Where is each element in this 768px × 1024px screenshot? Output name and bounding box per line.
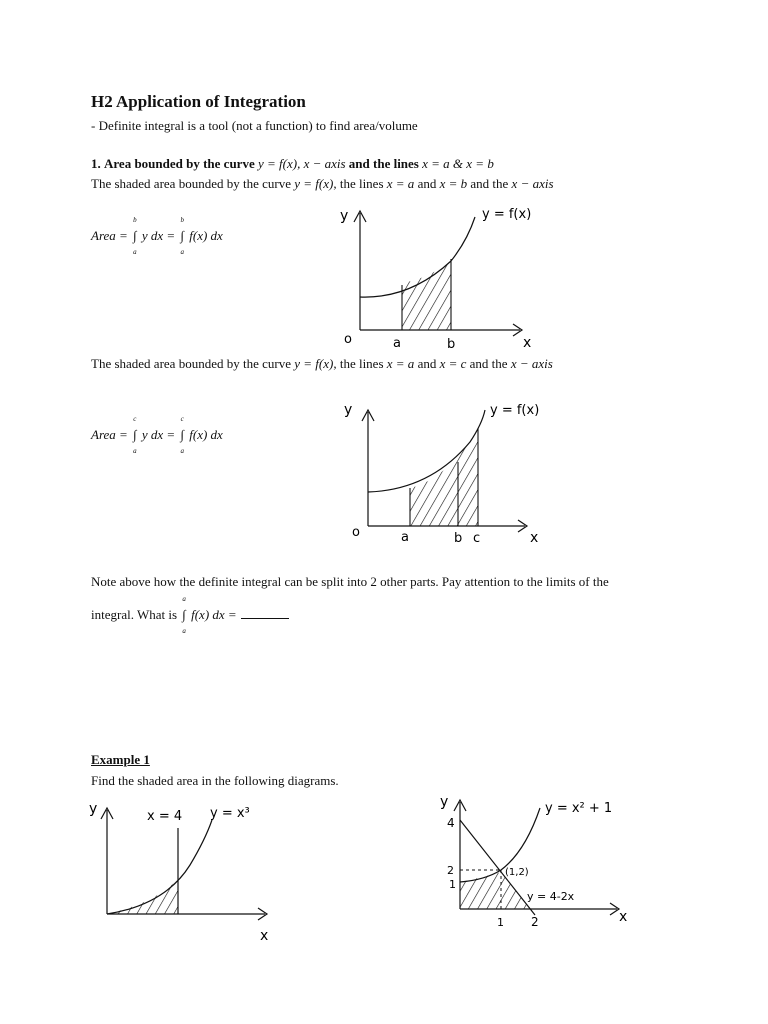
curve — [360, 217, 475, 297]
desc1-axis: x − axis — [511, 176, 554, 191]
y1-label: 1 — [449, 878, 456, 891]
y-label: y — [89, 801, 98, 817]
description-1 — [91, 176, 554, 192]
x2-label: 2 — [531, 915, 539, 929]
upper-limit: c — [180, 415, 184, 423]
note-pre: integral. What is — [91, 607, 178, 622]
b-label: b — [454, 531, 463, 546]
curve-label: y = x² + 1 — [545, 801, 613, 816]
page-title: H2 Application of Integration — [91, 92, 306, 111]
c-label: c — [473, 531, 481, 546]
origin-label: o — [352, 525, 360, 540]
answer-blank — [241, 608, 289, 619]
shaded-region — [402, 261, 451, 330]
point-label: (1,2) — [505, 867, 529, 878]
upper-limit: c — [133, 415, 137, 423]
upper-limit: a — [182, 595, 186, 603]
curve-label: y = f(x) — [482, 207, 532, 222]
formula2-rhs: f(x) dx — [189, 427, 223, 442]
curve-label: y = x³ — [210, 806, 250, 821]
section-heading-axis: , x − axis — [297, 156, 346, 171]
x-label: x — [523, 335, 532, 351]
section-heading-text2: and the lines — [348, 156, 419, 171]
subtitle: - Definite integral is a tool (not a function) to find area/volume — [91, 118, 418, 133]
x-label: x — [260, 928, 269, 944]
section-heading-curve: y = f(x) — [257, 156, 298, 171]
section-number: 1. — [91, 156, 101, 171]
desc1-curve: y = f(x) — [294, 176, 334, 191]
graph-2 — [340, 392, 560, 552]
example-instruction: Find the shaded area in the following diagrams. — [91, 773, 339, 788]
note-expression: f(x) dx = — [191, 607, 237, 622]
desc2-post: and the — [469, 356, 508, 371]
lower-limit: a — [180, 248, 184, 256]
formula2-mid: y dx = — [141, 427, 176, 442]
formula2-lhs: Area = — [91, 427, 128, 442]
desc2-mid: , the lines — [333, 356, 384, 371]
desc1-pre: The shaded area bounded by the curve — [91, 176, 291, 191]
formula1-mid: y dx = — [141, 228, 176, 243]
desc1-x2: x = b — [439, 176, 468, 191]
note-line-2 — [91, 595, 289, 635]
section-heading-text1: Area bounded by the curve — [104, 156, 255, 171]
y-label: y — [340, 208, 349, 224]
desc2-x1: x = a — [386, 356, 415, 371]
x-label: x — [530, 530, 539, 546]
line-label: y = 4-2x — [527, 890, 575, 903]
origin-label: o — [344, 332, 352, 347]
x-label: x — [619, 909, 628, 925]
section-heading — [91, 156, 494, 172]
a-label: a — [393, 336, 401, 351]
formula-1 — [91, 216, 223, 256]
description-2 — [91, 356, 553, 372]
integral-sign: ∫ c a — [180, 415, 184, 455]
y-label: y — [344, 402, 353, 418]
graph-3 — [85, 795, 295, 945]
shaded-region — [107, 879, 178, 914]
section-heading-lines: x = a & x = b — [422, 156, 494, 171]
desc2-and: and — [417, 356, 437, 371]
integral-sign: ∫ b a — [133, 216, 137, 256]
desc2-x2: x = c — [439, 356, 467, 371]
x1-label: 1 — [497, 916, 504, 929]
desc2-axis: x − axis — [510, 356, 553, 371]
integral-sign: ∫ a a — [182, 595, 186, 635]
desc1-and: and — [417, 176, 437, 191]
integral-sign: ∫ b a — [180, 216, 184, 256]
y-label: y — [440, 794, 449, 810]
y2-label: 2 — [447, 864, 454, 877]
lower-limit: a — [180, 447, 184, 455]
y4-label: 4 — [447, 816, 455, 830]
b-label: b — [447, 337, 456, 352]
lower-limit: a — [133, 447, 137, 455]
example-heading: Example 1 — [91, 752, 150, 767]
upper-limit: b — [180, 216, 184, 224]
graph-1 — [330, 195, 550, 355]
desc1-x1: x = a — [386, 176, 415, 191]
line-label: x = 4 — [147, 809, 183, 824]
desc2-curve: y = f(x) — [294, 356, 334, 371]
desc1-mid: , the lines — [333, 176, 384, 191]
formula1-rhs: f(x) dx — [189, 228, 223, 243]
lower-limit: a — [182, 627, 186, 635]
desc1-post: and the — [470, 176, 509, 191]
desc2-pre: The shaded area bounded by the curve — [91, 356, 291, 371]
formula1-lhs: Area = — [91, 228, 128, 243]
graph-4 — [435, 790, 645, 940]
integral-sign: ∫ c a — [133, 415, 137, 455]
upper-limit: b — [133, 216, 137, 224]
lower-limit: a — [133, 248, 137, 256]
curve-label: y = f(x) — [490, 403, 540, 418]
a-label: a — [401, 530, 409, 545]
formula-2 — [91, 415, 223, 455]
note-line-1: Note above how the definite integral can be split into 2 other parts. Pay attention to the limits of the — [91, 574, 609, 589]
